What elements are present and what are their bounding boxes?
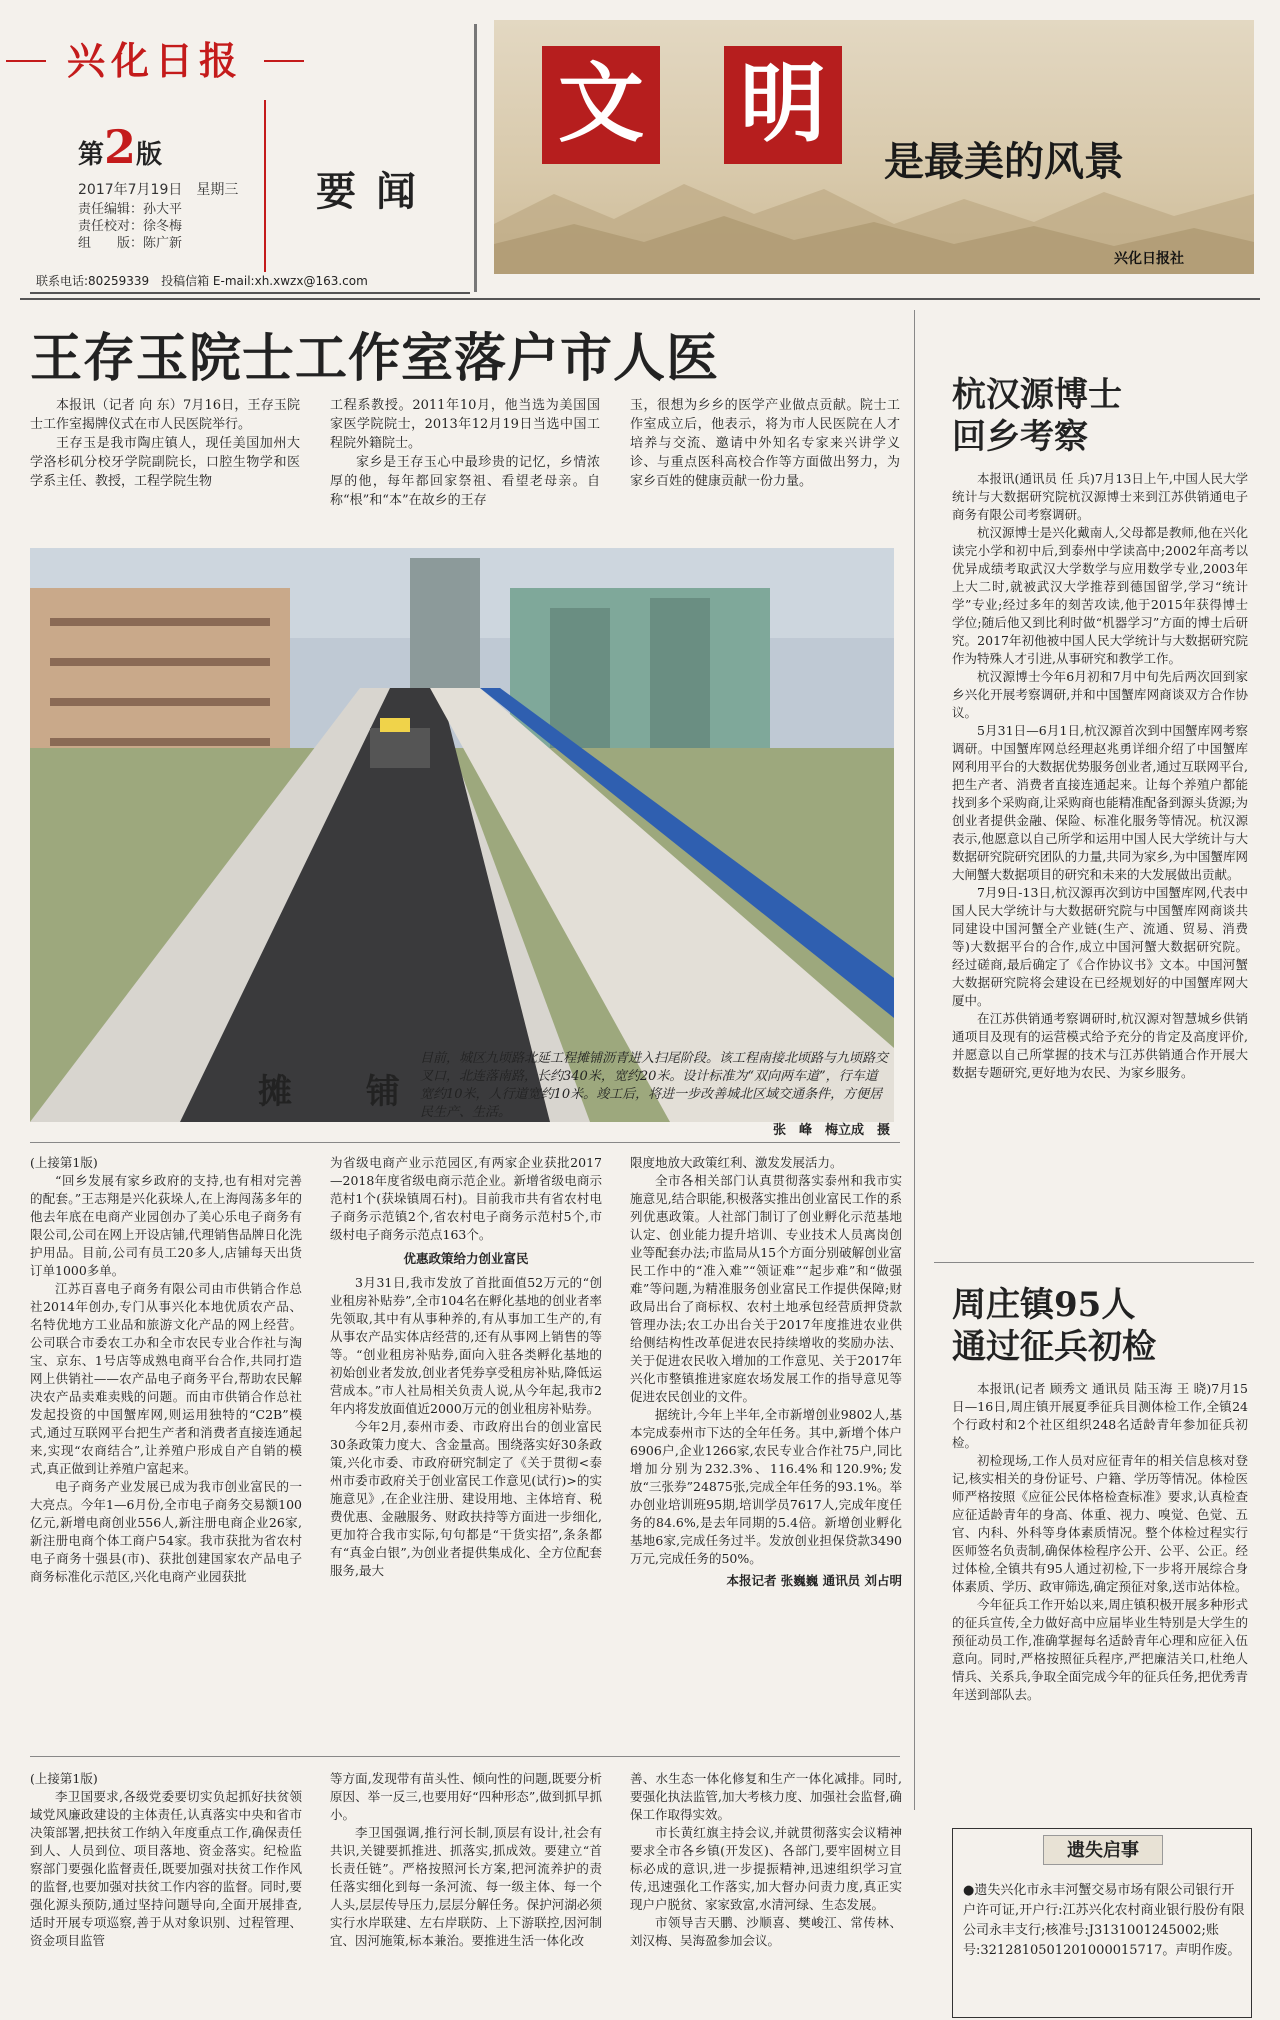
contact-line: 联系电话:80259339 投稿信箱 E-mail:xh.xwzx@163.com [36,274,368,288]
cont2-col3: 善、水生态一体化修复和生产一体化减排。同时,要强化执法监管,加大考核力度、加强社会监督,确保工作取得实效。 市长黄红旗主持会议,并就贯彻落实会议精神要求全市各乡镇(开发区)、各部门,要牢固树立目标必成的意识,进一步提振精神,迅速组织学习宣传,迅速强化工作落实,加大督办问责力度,真正实现户户脱贫、家家致富,水清河绿、生态发展。 市领导吉天鹏、沙顺喜、樊峻江、常传林、刘汉梅、吴海盈参加会议。 [630,1771,902,1948]
section-title: 要闻 [316,168,436,215]
logo-left-line [6,60,46,62]
cont2-col2: 等方面,发现带有苗头性、倾向性的问题,既要分析原因、举一反三,也要用好“四种形态”,做到抓早抓小。 李卫国强调,推行河长制,顶层有设计,社会有共识,关键要抓推进、抓落实,抓成效。要建立“首长责任链”。严格按照河长方案,把河流养护的责任落实细化到每一条河流、每一级主体、每一个人头,层层传导压力,层层分解任务。保护河湖必须实行水岸联建、左右岸联防、上下游联控,因河制宜、因河施策,标本兼治。要推进生活一体化改 [330,1771,602,1948]
cont1-col3: 限度地放大政策红利、激发发展活力。 全市各相关部门认真贯彻落实泰州和我市实施意见,结合职能,积极落实推出创业富民工作的系列优惠政策。人社部门制订了创业孵化示范基地认定、创业能力提升培训、专业技术人员离岗创业等配套办法;市监局从15个方面分别破解创业富民工作中的“准入难”“领证难”“起步难”和“做强难”等问题,为精准服务创业富民工作提供保障;财政局出台了商标权、农村土地承包经营质押贷款管理办法;农工办出台关于2017年度推进农业供给侧结构性改革促进农民持续增收的奖励办法、关于促进农民收入增加的工作意见、关于2017年兴化市整镇推进家庭农场发展工作的指导意见等促进农民创业的文件。 据统计,今年上半年,全市新增创业9802人,基本完成泰州市下达的全年任务。其中,新增个体户6906户,企业1266家,农民专业合作社75户,同比增加分别为232.3%、116.4%和120.9%;发放“三张券”24875张,完成全年任务的93.1%。举办创业培训班95期,培训学员7617人,完成年度任务的84.6%,是去年同期的5.4倍。新增创业孵化基地6家,完成任务过半。发放创业担保贷款3490万元,完成任务的50%。 本报记者 张巍巍 通讯员 刘占明 [630,1155,902,1588]
red-divider [264,100,266,272]
right-column-rule [914,310,915,1810]
cont1-subheading: 优惠政策给力创业富民 [403,1251,529,1266]
masthead-vertical-rule [474,24,477,292]
banner-char-ming: 明 [724,46,842,164]
side-divider [934,1262,1254,1263]
lost-notice-title: 遗失启事 [1043,1835,1163,1865]
editor-credit: 责任编辑：孙大平 [78,202,183,217]
main-article-col3: 玉，很想为乡乡的医学产业做点贡献。院士工作室成立后，他表示，将为市人民医院在人才培养与交流、邀请中外知名专家来兴讲学义诊、与重点医科高校合作等方面做出努力，为家乡百姓的健康贡献一份力量。 [630,398,900,489]
edition-number: 第2版 [78,120,163,174]
cont1-credit: 本报记者 张巍巍 通讯员 刘占明 [726,1573,902,1588]
civilization-banner [494,20,1254,274]
layout-credit: 组 版：陈广新 [78,236,183,251]
logo-right-line [264,60,304,62]
photo-credit: 张 峰 梅立成 摄 [772,1123,890,1138]
issue-date: 2017年7月19日 星期三 [78,182,239,198]
banner-char-wen: 文 [542,46,660,164]
cont-section-rule [30,1756,900,1757]
masthead-logo [40,30,270,86]
main-headline: 王存玉院士工作室落户市人医 [30,328,720,389]
lost-notice-box [952,1828,1252,2018]
photo-caption: 目前，城区九顷路北延工程摊铺沥青进入扫尾阶段。该工程南接北顷路与九顷路交叉口，北连落南路，长约340米，宽约20米。设计标准为“双向两车道”，行车道宽约10米，人行道宽约10米。竣工后，将进一步改善城北区域交通条件，方便居民生产、生活。 张 峰 梅立成 摄 [420,1051,890,1138]
photo-bottom-rule [30,1142,900,1143]
page-top-rule [20,298,1260,300]
proof-credit: 责任校对：徐冬梅 [78,219,183,234]
photo-illustration [30,548,894,1122]
side2-headline: 周庄镇95人 通过征兵初检 [952,1285,1156,1367]
main-article-col1: 本报讯（记者 向 东）7月16日，王存玉院士工作室揭牌仪式在市人民医院举行。 王存玉是我市陶庄镇人，现任美国加州大学洛杉矶分校牙学院副院长，口腔生物学和医学系主任、教授，工程学院生物 [30,398,300,489]
cont1-col1: (上接第1版) “回乡发展有家乡政府的支持,也有相对完善的配套。”王志翔是兴化荻垛人,在上海闯荡多年的他去年底在电商产业园创办了美心乐电子商务有限公司,公司在网上开设店铺,代理销售品牌日化洗护用品。目前,公司有员工20多人,店铺每天出货订单1000多单。 江苏百喜电子商务有限公司由市供销合作总社2014年创办,专门从事兴化本地优质农产品、名特优地方工业品和旅游文化产品的网上经营。公司联合市委农工办和全市农民专业合作社与淘宝、京东、1号店等成熟电商平台合作,共同打造网上供销社——农产品电子商务平台,帮助农民解决农产品卖难卖贱的问题。而由市供销合作总社发起投资的中国蟹库网,则运用独特的“C2B”模式,通过互联网平台把生产者和消费者直接连通起来,实现“农商结合”,让养殖户形成自产自销的模式,真正做到让养殖户富起来。 电子商务产业发展已成为我市创业富民的一大亮点。今年1—6月份,全市电子商务交易额100亿元,新增电商创业556人,新注册电商企业26家,新注册电商个体工商户54家。我市获批为省农村电子商务十强县(市)、获批创建国家农产品电子商务标准化示范区,兴化电商产业园获批 [30,1155,302,1584]
side2-body: 本报讯(记者 顾秀文 通讯员 陆玉海 王 晓)7月15日—16日,周庄镇开展夏季征兵目测体检工作,全镇24个行政村和2个社区组织248名适龄青年参加征兵初检。 初检现场,工作人员对应征青年的相关信息核对登记,核实相关的身份证号、户籍、学历等情况。体检医师严格按照《应征公民体格检查标准》要求,认真检查应征适龄青年的身高、体重、视力、嗅觉、色觉、五官、内科、外科等身体素质情况。整个体检过程实行医师签名负责制,确保体检程序公开、公平、公正。经过体检,全镇共有95人通过初检,下一步将开展综合身体素质、学历、政审筛选,确定预征对象,送市站体检。 今年征兵工作开始以来,周庄镇积极开展多种形式的征兵宣传,全力做好高中应届毕业生特别是大学生的预征动员工作,准确掌握每名适龄青年心理和应征入伍意向。同时,严格按照征兵程序,严把廉洁关口,杜绝人情兵、关系兵,争取全面完成今年的征兵任务,把优秀青年送到部队去。 [952,1381,1248,1702]
masthead-rule [30,292,470,294]
cont2-col1: (上接第1版) 李卫国要求,各级党委要切实负起抓好扶贫领域党风廉政建设的主体责任,认真落实中央和省市决策部署,把扶贫工作纳入年度重点工作,确保责任到人、人员到位、项目落地、资金落实。纪检监察部门要强化监督责任,既要加强对扶贫工作作风的监督,也要加强对扶贫工作内容的监督。同时,要强化源头预防,通过坚持问题导向,全面开展排查,适时开展专项巡察,善于从对象识别、过程管理、资金项目监管 [30,1771,302,1948]
lost-notice-body: ●遗失兴化市永丰河蟹交易市场有限公司银行开户许可证,开户行:江苏兴化农村商业银行股份有限公司永丰支行;核准号:J3131001245002;账号:3212810501201000015717。声明作废。 [963,1883,1245,1958]
banner-publisher: 兴化日报社 [1114,251,1184,267]
side1-body: 本报讯(通讯员 任 兵)7月13日上午,中国人民大学统计与大数据研究院杭汉源博士来到江苏供销通电子商务有限公司考察调研。 杭汉源博士是兴化戴南人,父母都是教师,他在兴化读完小学和初中后,到泰州中学读高中;2002年高考以优异成绩考取武汉大学数学与应用数学专业,2003年上大二时,就被武汉大学推荐到德国留学,学习“统计学”专业;经过多年的刻苦攻读,他于2015年获得博士学位;随后他又到比利时做“机器学习”方面的博士后研究。2017年初他被中国人民大学统计与大数据研究院作为特殊人才引进,从事研究和教学工作。 杭汉源博士今年6月初和7月中旬先后两次回到家乡兴化开展考察调研,并和中国蟹库网商谈双方合作协议。 5月31日—6月1日,杭汉源首次到中国蟹库网考察调研。中国蟹库网总经理赵兆勇详细介绍了中国蟹库网利用平台的大数据优势服务创业者,通过互联网平台,把生产者、消费者直接连通起来。让每个养殖户都能找到多个采购商,让采购商也能精准配备到源头货源;为创业者提供金融、保险、标准化服务等情况。杭汉源表示,他愿意以自己所学和运用中国人民大学统计与大数据研究院研究团队的力量,共同为家乡,为中国蟹库网大闸蟹大数据项目的研究和未来的大发展做出贡献。 7月9日-13日,杭汉源再次到访中国蟹库网,代表中国人民大学统计与大数据研究院与中国蟹库网商谈共同建设中国河蟹全产业链(生产、流通、贸易、消费等)大数据平台的合作,成立中国河蟹大数据研究院。经过磋商,最后确定了《合作协议书》文本。中国河蟹大数据研究院将会建设在已经规划好的中国蟹库网大厦中。 在江苏供销通考察调研时,杭汉源对智慧城乡供销通项目及现有的运营模式给予充分的肯定及高度评价,并愿意以自己所掌握的技术与江苏供销通合作开展大数据专题研究,更好地为农民、为家乡服务。 [952,471,1248,1080]
cont1-col2: 为省级电商产业示范园区,有两家企业获批2017—2018年度省级电商示范企业。新增省级电商示范村1个(获垛镇周石村)。目前我市共有省农村电子商务示范镇2个,省农村电子商务示范村5个,市级村电子商务示范点163个。 优惠政策给力创业富民 3月31日,我市发放了首批面值52万元的“创业租房补贴券”,全市104名在孵化基地的创业者率先领取,其中有从事种养的,有从事加工生产的,有从事农产品实体店经营的,还有从事网上销售的等等。“创业租房补贴券,面向入驻各类孵化基地的初始创业者发放,创业者凭券享受租房补贴,降低运营成本。”市人社局相关负责人说,从今年起,我市2年内将发放面值近2000万元的创业租房补贴券。 今年2月,泰州市委、市政府出台的创业富民30条政策力度大、含金量高。围绕落实好30条政策,兴化市委、市政府研究制定了《关于贯彻<泰州市委市政府关于创业富民工作意见(试行)>的实施意见》,在企业注册、建设用地、主体培育、税费优惠、金融服务、财政扶持等方面进一步细化,更加符合我市实际,句句都是“干货实招”,条条都有“真金白银”,为创业者提供集成化、全方位配套服务,最大 [330,1155,602,1578]
paper-name: 兴化日报 [66,38,243,83]
main-article-col2: 工程系教授。2011年10月，他当选为美国国家医学院院士，2013年12月19日当选中国工程院外籍院士。 家乡是王存玉心中最珍贵的记忆，乡情浓厚的他，每年都回家祭祖、看望老母亲。自称“根”和“本”在故乡的王存 [330,398,600,508]
side1-headline: 杭汉源博士 回乡考察 [952,375,1122,457]
banner-slogan: 是最美的风景 [884,138,1124,185]
photo-title: 摊 铺 [258,1072,420,1112]
road-paving-photo [30,548,894,1122]
edition-meta [78,182,238,252]
